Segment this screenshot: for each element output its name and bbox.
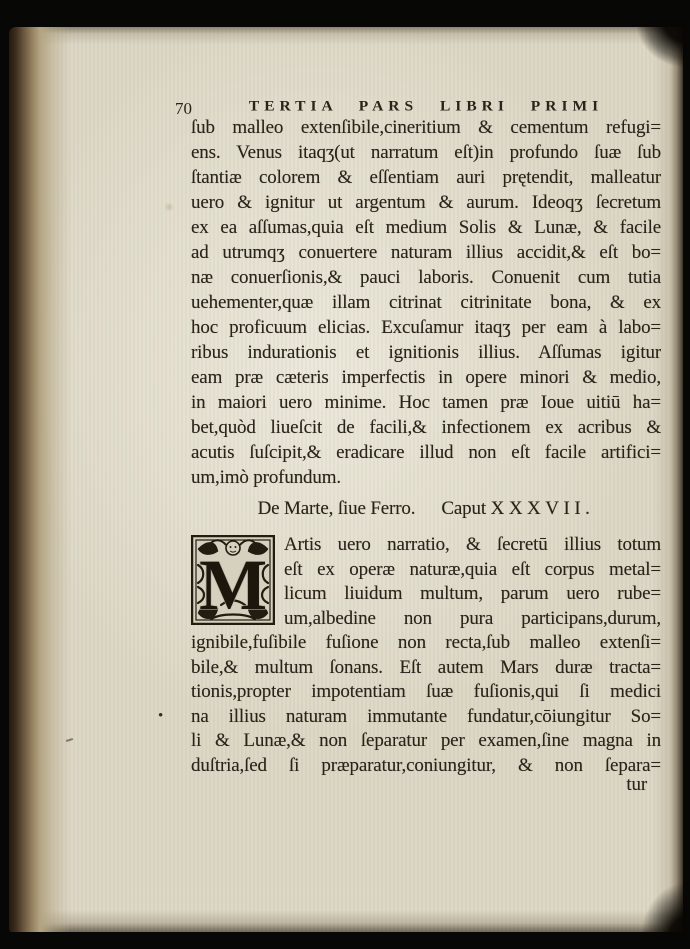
chapter-number: XXXVII. [490, 498, 595, 519]
page-number: 70 [175, 99, 192, 118]
catchword: tur [626, 774, 647, 795]
text-line: duſtria,ſed ſi præparatur,coniungitur, & non ſepara= [191, 754, 661, 776]
text-line: acutis ſuſcipit,& eradicare illud non eſt facile artifici= [191, 442, 661, 463]
paragraph-1 [191, 115, 661, 490]
text-line: ſub malleo extenſibile,cineritium & cementum refugi= [191, 117, 661, 138]
woodcut-initial-M [191, 535, 275, 625]
text-line: ribus indurationis et ignitionis illius. Aſſumas igitur [191, 342, 661, 363]
text-line: um,imò profundum. [191, 467, 341, 488]
text-line: in maiori uero minime. Hoc tamen præ Ioue uitiū ha= [191, 392, 661, 413]
running-title: TERTIA PARS LIBRI PRIMI [248, 98, 604, 115]
text-line: ex ea aſſumas,quia eſt medium Solis & Lunæ, & facile [191, 217, 661, 238]
text-line: ſtantiæ colorem & eſſentiam auri prętendit, malleatur [191, 167, 661, 188]
text-line: um,albedine non pura participans,durum, [284, 607, 661, 629]
text-line: uero & ignitur ut argentum & aurum. Ideoqʒ ſecretum [191, 192, 661, 213]
text-line: ens. Venus itaqʒ(ut narratum eſt)in profundo ſuæ ſub [191, 142, 661, 163]
margin-bullet: • [158, 708, 164, 724]
text-line: li & Lunæ,& non ſeparatur per examen,ſine magna in [191, 730, 661, 751]
book-page [9, 27, 683, 932]
chapter-title: De Marte, ſiue Ferro. [257, 498, 416, 519]
text-line: na illius naturam immutante fundatur,cōiungitur So= [191, 705, 661, 727]
drop-cap-letter: M [199, 545, 267, 625]
paragraph-2 [191, 533, 661, 778]
text-line: bile,& multum ſonans. Eſt autem Mars duræ tracta= [191, 656, 661, 678]
text-line: licum liuidum multum, parum uero rube= [284, 583, 661, 604]
text-line: hoc proficuum elicias. Excuſamur itaqʒ per eam à labo= [191, 317, 661, 338]
chapter-heading [191, 496, 661, 521]
text-line: eam præ cæteris imperfectis in opere minori & medio, [191, 367, 661, 388]
text-line: tionis,propter impotentiam ſuæ fuſionis,qui ſi medici [191, 681, 661, 702]
text-line: ignibile,fuſibile fuſione non recta,ſub malleo extenſi= [191, 632, 661, 653]
margin-mark-dash [66, 738, 73, 742]
text-line: næ conuerſionis,& pauci laboris. Conuenit cum tutia [191, 267, 661, 288]
text-line: bet,quòd liueſcit de facili,& infectionem ex acribus & [191, 417, 661, 438]
text-line: Artis uero narratio, & ſecretū illius totum [284, 534, 661, 555]
text-line: ad utrumqʒ conuertere naturam illius accidit,& eſt bo= [191, 242, 661, 263]
chapter-caput-label: Caput [441, 498, 486, 519]
text-line: eſt ex operæ naturæ,quia eſt corpus metal= [284, 558, 661, 580]
text-line: uehementer,quæ illam citrinat citrinitate bona, & ex [191, 292, 661, 313]
